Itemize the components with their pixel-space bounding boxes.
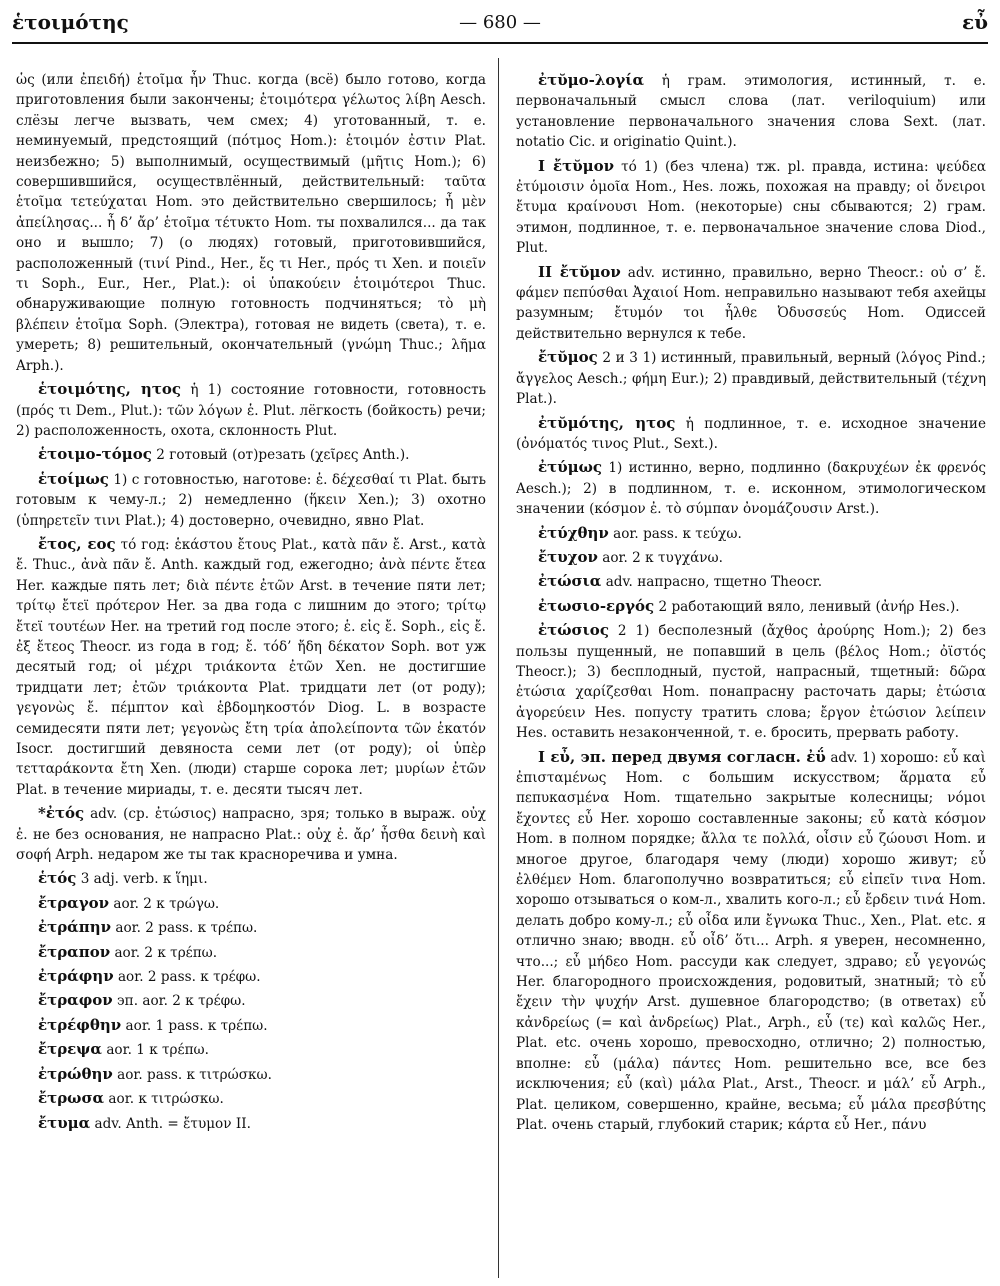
dictionary-entry <box>16 803 486 865</box>
dictionary-entry <box>16 1088 486 1109</box>
dictionary-entry <box>16 893 486 914</box>
dictionary-entry <box>16 469 486 531</box>
dictionary-entry <box>16 444 486 465</box>
dictionary-entry <box>16 966 486 987</box>
entry-headword: I ἔτῠμον <box>538 156 615 175</box>
page-header <box>12 6 988 42</box>
entry-definition: 1) истинно, верно, подлинно (δακρυχέων ἐκ φρενός Aesch.); 2) в подлинном, т. е. исконном, этимологическом значении (κόσμον ἐ. τὸ σύμπαν ὀνομάζουσιν Arst.). <box>516 460 986 518</box>
entry-definition: 2 1) бесполезный (ἄχθος ἀρούρης Hom.); 2) без пользы пущенный, не попавший в цель (βέλος Hom.; ὀϊστός Theocr.); 3) бесплодный, пустой, напрасный, тщетный: δῶρα ἐτώσια χαρίζεσθαι Hom. понапрасну расточать дары; ἐτώσια ἀγορεύειν Hes. попусту тратить слова; ἔργον ἐτώσιον λείπειν Hes. оставить незаконченной, т. е. бросить, прервать работу. <box>516 623 986 742</box>
dictionary-entry <box>16 1015 486 1036</box>
entry-headword: ἐτύμως <box>538 458 603 477</box>
dictionary-entry <box>516 571 986 592</box>
entry-definition: 2 и 3 1) истинный, правильный, верный (λόγος Pind.; ἄγγελος Aesch.; φήμη Eur.); 2) правдивый, действительный (τέχνη Plat.). <box>516 350 986 408</box>
entry-definition: aor. 2 к τρώγω. <box>113 895 220 912</box>
dictionary-entry <box>16 534 486 800</box>
entry-headword: ἐτῠμο-λογία <box>538 71 645 89</box>
dictionary-entry <box>16 990 486 1011</box>
dictionary-entry <box>516 747 986 1136</box>
entry-headword: ἐτῠμότης, ητος <box>538 413 676 432</box>
entry-definition: adv. (ср. ἐτώσιος) напрасно, зря; только в выраж. οὐχ ἐ. не без основания, не напрасно Plat.: οὐχ ἐ. ἄρ’ ἦσθα δεινὴ καὶ σοφή Arph. недаром же ты так красноречива и умна. <box>16 806 486 864</box>
entry-definition: aor. 2 pass. к τρέπω. <box>115 920 258 937</box>
dictionary-entry <box>516 262 986 345</box>
dictionary-entry <box>516 347 986 409</box>
entry-definition: adv. истинно, правильно, верно Theocr.: οὐ σ’ ἔ. φάμεν πεπύσθαι Ἀχαιοί Hom. неправильно называют тебя ахейцы разумным; ἔτυμόν τοι ἦλθε Ὀδυσσεύς Hom. Одиссей действительно вернулся к тебе. <box>516 264 986 342</box>
entry-definition: aor. 2 к τρέπω. <box>114 944 218 961</box>
dictionary-entry <box>16 379 486 441</box>
entry-definition: ἡ 1) состояние готовности, готовность (πρός τι Dem., Plut.): τῶν λόγων ἑ. Plut. лёгкость (бойкость) речи; 2) расположенность, охота, склонность Plut. <box>16 382 486 439</box>
dictionary-entry <box>516 596 986 617</box>
entry-headword: ἔτρωσα <box>38 1089 105 1108</box>
entry-definition: aor. 1 к τρέπω. <box>106 1042 209 1059</box>
entry-headword: ἑτός <box>38 869 77 888</box>
header-rule <box>12 42 988 44</box>
entry-definition: adv. напрасно, тщетно Theocr. <box>605 574 823 591</box>
entry-headword: ἐτράπην <box>38 918 112 937</box>
entry-headword: ἔτυμα <box>38 1113 91 1132</box>
dictionary-entry <box>516 70 986 153</box>
entry-headword: ἑτοιμότης, ητος <box>38 380 182 399</box>
entry-definition: τό год: ἑκάστου ἔτους Plat., κατὰ πᾶν ἔ. Arst., κατὰ ἔ. Thuc., ἀνὰ πᾶν ἔ. Anth. каждый год, ежегодно; ἀνὰ πέντε ἔτεα Her. каждые пять лет; διὰ πέντε ἐτῶν Arst. в течение пяти лет; τρίτῳ ἔτεϊ πρότερον Her. за два года с лишним до этого; τρίτῳ ἔτεϊ τουτέων Her. на третий год после этого; ἑ. εἰς ἔ. Soph., εἰς ἔ. ἐξ ἔτεος Theocr. из года в год; ἔ. τόδ’ ἤδη δέκατον Soph. вот уж десятый год; οἱ μέχρι τριάκοντα ἐτῶν Xen. не достигшие тридцати лет; ἐτῶν τριάκοντα Plat. тридцати лет (от роду); γεγονὼς ἔ. πέμπτον καὶ ἑβδομηκοστόν Diog. L. в возрасте семидесяти пяти лет; γεγονὼς ἔτη τρία ἀπολείποντα τῶν ἑκατόν Isocr. достигший девяноста семи лет (от роду); οἱ ὑπὲρ τετταράκοντα ἔτη Xen. (люди) старше сорока лет; μυρίων ἐτῶν Plat. в течение мириады, т. е. десяти тысяч лет. <box>16 536 486 798</box>
dictionary-entry <box>16 1039 486 1060</box>
entry-headword: ἔτραφον <box>38 991 113 1010</box>
entry-headword: ἐτρέφθην <box>38 1015 122 1034</box>
dictionary-entry <box>516 547 986 568</box>
entry-definition: ἡ грам. этимология, истинный, т. е. первоначальный смысл слова (лат. veriloquium) или установление первоначального значения слова Sext. (лат. notatio Cic. и originatio Quint.). <box>516 73 986 151</box>
left-running-headword: ἑτοιμότης <box>12 10 129 34</box>
entry-definition: adv. 1) хорошо: εὖ καὶ ἐπισταμένως Hom. с большим искусством; ἅρματα εὖ πεπυκασμένα Hom. тщательно закрытые колесницы; νόμοι ἔχοντες εὖ Her. хорошо составленные законы; εὖ κατὰ κόσμον Hom. в полном порядке; ἄλλα τε πολλά, οἶσιν εὖ ζώουσι Hom. и многое другое, благодаря чему (люди) хорошо живут; εὖ ἐλθέμεν Hom. благополучно возвратиться; εὖ εἰπεῖν τινα Hom. хорошо отзываться о ком-л., хвалить кого-л.; εὖ ἔρδειν τινά Hom. делать добро кому-л.; εὖ οἶδα или ἔγνωκα Thuc., Xen., Plat. etc. я отлично знаю; вводн. εὖ οἶδ’ ὅτι... Arph. я уверен, несомненно, что...; εὖ μήδεο Hom. рассуди как следует, здраво; εὖ γεγονώς Her. благородного происхождения, родовитый, знатный; τὸ εὖ ἔχειν τὴν ψυχήν Arst. душевное благородство; (в ответах) εὖ κἀνδρείως (= καὶ ἀνδρείως) Plat., Arph., εὖ (τε) καὶ καλῶς Her., Plat. etc. очень хорошо, превосходно, отлично; 2) полностью, вполне: εὖ (μάλα) πάντες Hom. решительно все, все без исключения; εὖ (καὶ) μάλα Plat., Arst., Theocr. и μάλ’ εὖ Arph., Plat. целиком, совершенно, крайне, весьма; εὖ μάλα πρεσβύτης Plat. очень старый, глубокий старик; κάρτα εὖ Her., πάνυ <box>516 749 986 1133</box>
dictionary-entry <box>16 868 486 889</box>
entry-definition: aor. 2 pass. к τρέφω. <box>117 969 261 986</box>
entry-definition: 2 работающий вяло, ленивый (ἀνήρ Hes.). <box>658 598 960 615</box>
entry-definition: aor. pass. к τεύχω. <box>613 525 742 542</box>
entry-definition: aor. 1 pass. к τρέπω. <box>125 1017 268 1034</box>
entry-headword: II ἔτῠμον <box>538 262 621 281</box>
dictionary-entry <box>516 156 986 259</box>
entry-definition: ὡς (или ἐπειδή) ἑτοῖμα ἦν Thuc. когда (всё) было готово, когда приготовления были закончены; ἑτοιμότερα γέλωτος λίβη Aesch. слёзы легче вызвать, чем смех; 4) уготованный, т. е. неминуемый, предстоящий (πότμος Hom.): ἑτοιμόν ἐστιν Plat. неизбежно; 5) выполнимый, осуществимый (μῆτις Hom.); 6) совершившийся, осуществлённый, действительный: ταῦτα ἑτοῖμα τετεύχαται Hom. это действительно свершилось; ἦ μὲν ἀπείλησας... ἦ δ’ ἄρ’ ἑτοῖμα τέτυκτο Hom. ты похвалился... да так оно и вышло; 7) (о людях) готовый, приготовившийся, расположенный (τινί Pind., Her., ἔς τι Her., πρός τι Xen. и ποιεῖν τι Soph., Eur., Her., Plat.): οἱ ὑπακούειν ἑτοιμότεροι Thuc. обнаруживающие полную готовность подчиняться; τὸ μὴ βλέπειν ἑτοῖμα Soph. (Электра), готовая не видеть (света), т. е. умереть; 8) решительный, окончательный (γνώμη Thuc.; λῆμα Arph.). <box>16 72 486 374</box>
dictionary-entry <box>516 620 986 743</box>
entry-headword: ἔτραπον <box>38 942 111 961</box>
dictionary-entry <box>16 942 486 963</box>
entry-definition: aor. к τιτρώσκω. <box>108 1091 224 1108</box>
entry-headword: *ἐτός <box>38 804 85 823</box>
entry-headword: ἔτυχον <box>538 547 598 566</box>
entry-definition: aor. 2 к τυγχάνω. <box>602 549 723 566</box>
dictionary-entry <box>516 413 986 455</box>
entry-definition: ἡ подлинное, т. е. исходное значение (ὀνόματός τινος Plut., Sext.). <box>516 415 986 452</box>
right-running-headword: εὖ <box>961 10 988 34</box>
entry-definition: 1) с готовностью, наготове: ἑ. δέχεσθαί τι Plat. быть готовым к чему-л.; 2) немедленно (ἥκειν Xen.); 3) охотно (ὑπηρετεῖν τινι Plat.); 4) достоверно, очевидно, явно Plat. <box>16 471 486 529</box>
left-column <box>16 70 486 1275</box>
entry-headword: ἔτραγον <box>38 893 110 912</box>
dictionary-entry <box>16 1064 486 1085</box>
entry-definition: 3 adj. verb. к ἵημι. <box>80 871 208 888</box>
page-number: — 680 — <box>459 12 541 33</box>
entry-headword: ἐτώσιος <box>538 621 609 640</box>
entry-definition: aor. pass. к τιτρώσκω. <box>117 1066 272 1083</box>
entry-headword: ἑτοίμως <box>38 469 109 488</box>
dictionary-entry <box>516 523 986 544</box>
entry-headword: I εὖ, эп. перед двумя согласн. ἐΰ <box>538 747 826 766</box>
column-divider <box>498 58 499 1278</box>
entry-definition: τό 1) (без члена) тж. pl. правда, истина: ψεύδεα ἐτύμοισιν ὁμοῖα Hom., Hes. ложь, похожая на правду; οἱ ὄνειροι ἔτυμα κραίνουσι Hom. (некоторые) сны сбываются; 2) грам. этимон, подлинное, т. е. первоначальное значение слова Diod., Plut. <box>516 158 986 257</box>
entry-headword: ἔτος, εος <box>38 534 116 553</box>
dictionary-entry <box>16 917 486 938</box>
dictionary-entry <box>516 457 986 519</box>
dictionary-entry <box>16 1113 486 1134</box>
entry-definition: 2 готовый (от)резать (χεῖρες Anth.). <box>156 447 410 464</box>
entry-definition: adv. Anth. = ἔτυμον II. <box>94 1115 251 1132</box>
entry-definition: эп. aor. 2 к τρέφω. <box>117 993 246 1010</box>
entry-headword: ἔτρεψα <box>38 1040 102 1059</box>
right-column <box>516 70 986 1275</box>
dictionary-entry <box>16 70 486 376</box>
entry-headword: ἐτρώθην <box>38 1064 113 1083</box>
entry-headword: ἐτύχθην <box>538 523 609 542</box>
entry-headword: ἐτράφην <box>38 967 114 986</box>
entry-headword: ἐτωσιο-εργός <box>538 596 655 615</box>
entry-headword: ἐτώσια <box>538 572 602 591</box>
entry-headword: ἑτοιμο-τόμος <box>38 445 152 464</box>
entry-headword: ἔτῠμος <box>538 348 598 367</box>
